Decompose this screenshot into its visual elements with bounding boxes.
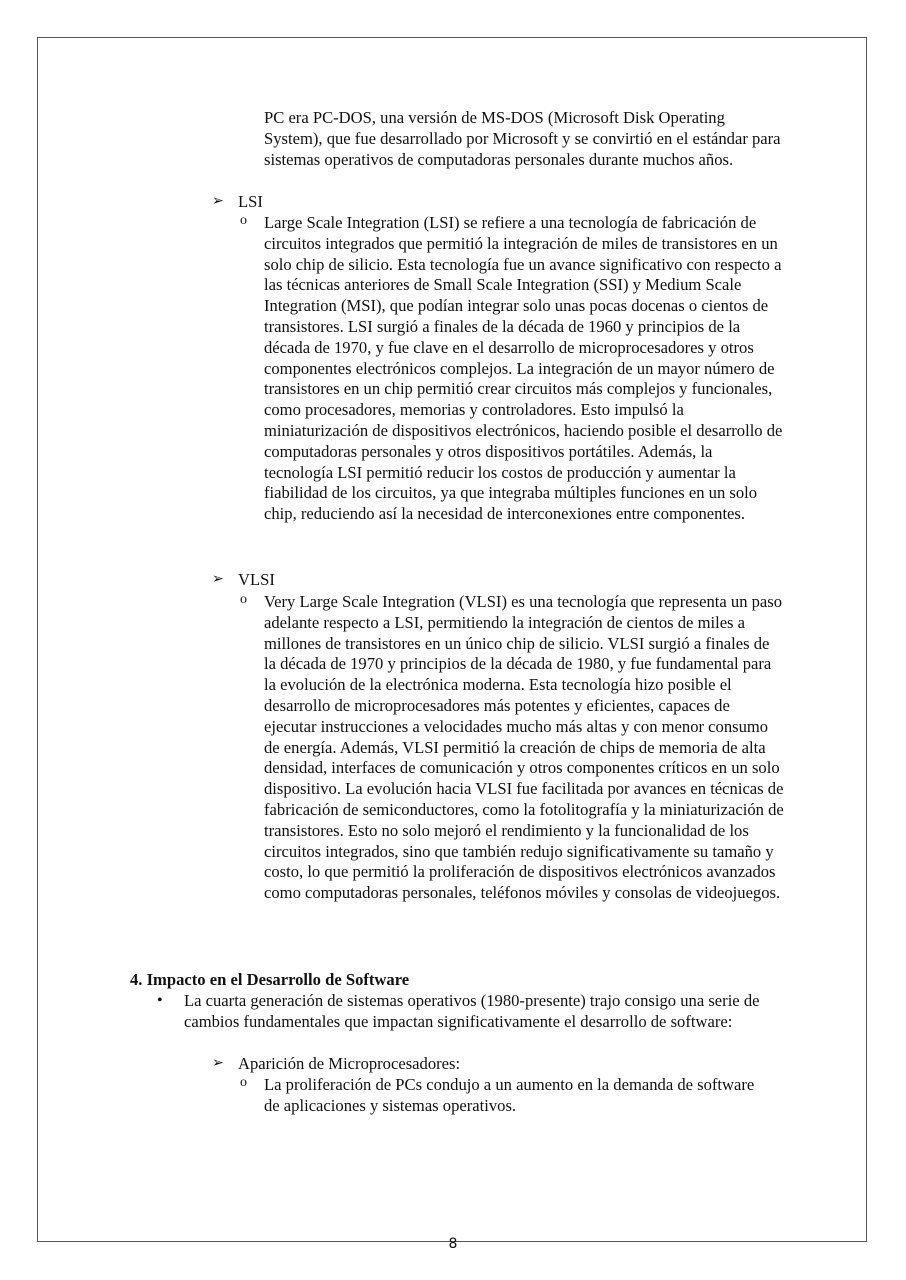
section-heading: 4. Impacto en el Desarrollo de Software (130, 970, 410, 989)
arrow-bullet-icon: ➢ (212, 194, 224, 209)
section-title-vlsi: VLSI (238, 570, 275, 589)
section-title-lsi: LSI (238, 192, 263, 211)
sub-item-paragraph: La proliferación de PCs condujo a un aumento en la demanda de software de aplicaciones y sistemas operativos. (264, 1075, 755, 1115)
arrow-bullet-icon: ➢ (212, 1056, 224, 1071)
circle-bullet-icon: o (240, 1075, 247, 1090)
continuation-paragraph: PC era PC-DOS, una versión de MS-DOS (Microsoft Disk Operating System), que fue desarrollado por Microsoft y se convirtió en el estándar para sistemas operativos de computadoras personales durante muchos años. (264, 108, 781, 169)
circle-bullet-icon: o (240, 592, 247, 607)
bullet-paragraph: La cuarta generación de sistemas operativos (1980-presente) trajo consigo una serie de cambios fundamentales que impactan significativamente el desarrollo de software: (184, 991, 760, 1031)
bullet-icon: • (157, 992, 163, 1009)
vlsi-paragraph: Very Large Scale Integration (VLSI) es una tecnología que representa un paso adelante respecto a LSI, permitiendo la integración de cientos de miles a millones de transistores en un único chip de silicio. VLSI surgió a finales de la década de 1970 y principios de la década de 1980, y fue fundamental para la evolución de la electrónica moderna. Esta tecnología hizo posible el desarrollo de microprocesadores más potentes y eficientes, capaces de ejecutar instrucciones a velocidades mucho más altas y con menor consumo de energía. Además, VLSI permitió la creación de chips de memoria de alta densidad, interfaces de comunicación y otros componentes críticos en un solo dispositivo. La evolución hacia VLSI fue facilitada por avances en técnicas de fabricación de semiconductores, como la fotolitografía y la miniaturización de transistores. Esto no solo mejoró el rendimiento y la funcionalidad de los circuitos integrados, sino que también redujo significativamente su tamaño y costo, lo que permitió la proliferación de dispositivos electrónicos avanzados como computadoras personales, teléfonos móviles y consolas de videojuegos. (264, 592, 784, 903)
lsi-paragraph: Large Scale Integration (LSI) se refiere a una tecnología de fabricación de circuitos integrados que permitió la integración de miles de transistores en un solo chip de silicio. Esta tecnología fue un avance significativo con respecto a las técnicas anteriores de Small Scale Integration (SSI) y Medium Scale Integration (MSI), que podían integrar solo unas pocas docenas o cientos de transistores. LSI surgió a finales de la década de 1960 y principios de la década de 1970, y fue clave en el desarrollo de microprocesadores y otros componentes electrónicos complejos. La integración de un mayor número de transistores en un chip permitió crear circuitos más complejos y funcionales, como procesadores, memorias y controladores. Esto impulsó la miniaturización de dispositivos electrónicos, haciendo posible el desarrollo de computadoras personales y otros dispositivos portátiles. Además, la tecnología LSI permitió reducir los costos de producción y aumentar la fiabilidad de los circuitos, ya que integraba múltiples funciones en un solo chip, reduciendo así la necesidad de interconexiones entre componentes. (264, 213, 783, 524)
sub-item-title: Aparición de Microprocesadores: (238, 1054, 461, 1073)
circle-bullet-icon: o (240, 213, 247, 228)
page-number: 8 (448, 1236, 458, 1252)
arrow-bullet-icon: ➢ (212, 572, 224, 587)
